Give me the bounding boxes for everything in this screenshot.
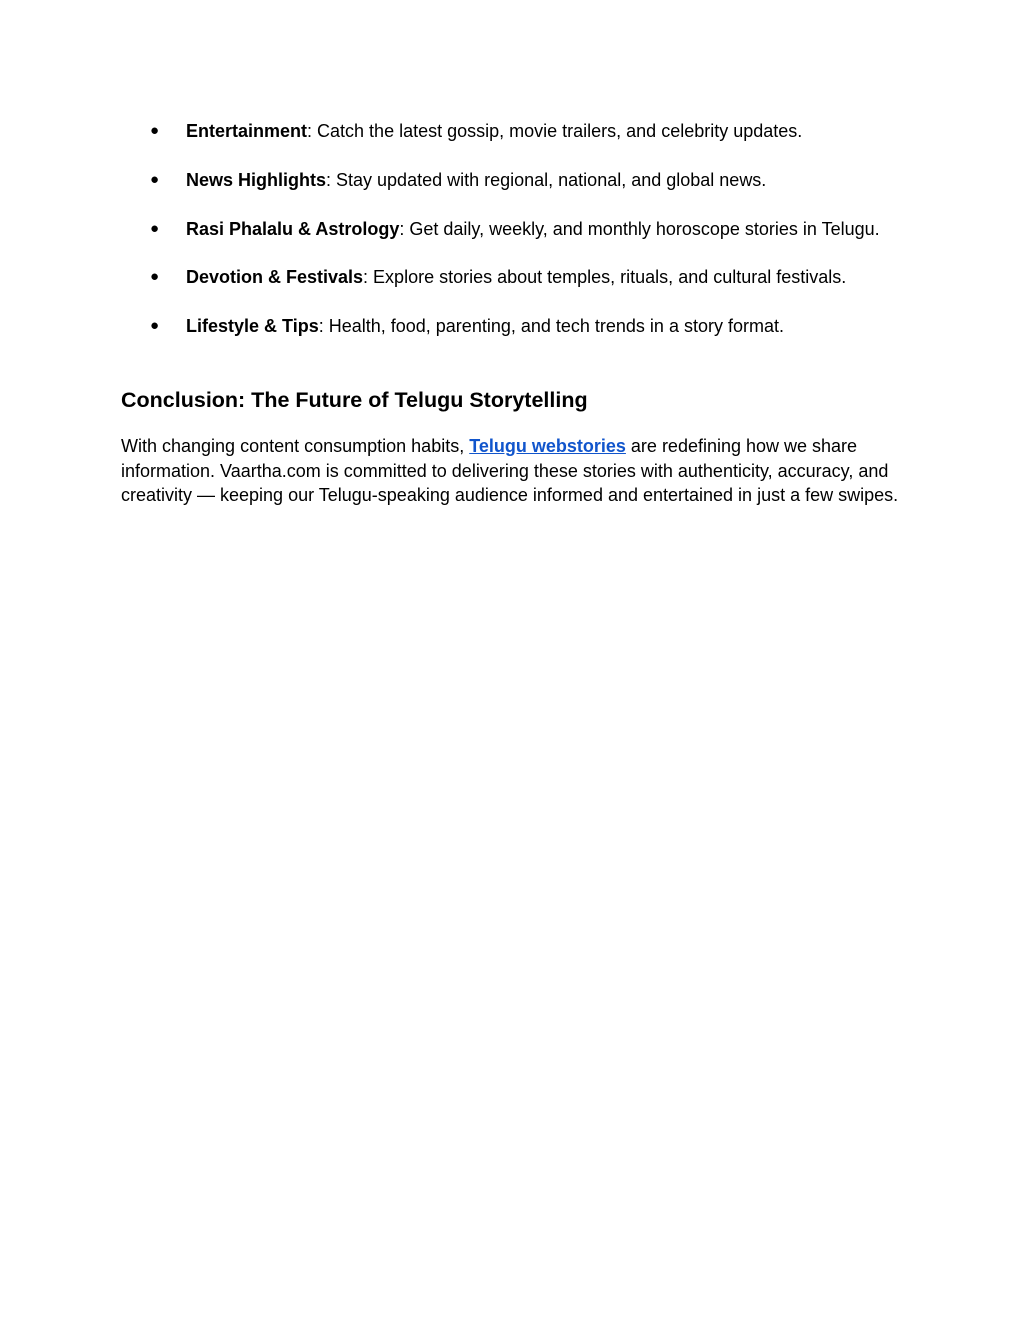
category-list [150, 118, 950, 362]
list-item-text [186, 313, 784, 339]
paragraph-text-before-link: With changing content consumption habits, [121, 436, 470, 456]
list-item-title: Lifestyle & Tips [186, 316, 319, 336]
bullet-icon: ● [150, 317, 160, 334]
list-item-text [186, 118, 802, 144]
bullet-icon: ● [150, 122, 160, 139]
list-item-description: : Stay updated with regional, national, and global news. [326, 169, 767, 190]
list-item-text [186, 264, 846, 290]
list-item-title: Entertainment [186, 121, 308, 141]
list-item [150, 313, 950, 362]
list-item [150, 264, 950, 313]
list-item-description: : Get daily, weekly, and monthly horoscope stories in Telugu. [399, 218, 880, 239]
conclusion-paragraph [121, 434, 911, 508]
list-item-description: : Health, food, parenting, and tech trends in a story format. [318, 316, 784, 336]
list-item-text [186, 216, 880, 242]
telugu-webstories-link[interactable]: Telugu webstories [469, 436, 626, 456]
list-item-text [186, 167, 766, 193]
list-item [150, 216, 950, 265]
list-item-title: News Highlights [186, 169, 327, 190]
bullet-icon: ● [150, 170, 160, 188]
list-item-description: : Catch the latest gossip, movie trailers, and celebrity updates. [307, 121, 803, 141]
bullet-icon: ● [150, 268, 160, 286]
list-item-title: Rasi Phalalu & Astrology [186, 218, 400, 239]
bullet-icon: ● [150, 219, 160, 237]
paragraph-text-after-link: are redefining how we share information. Vaartha.com is committed to delivering these stories with authenticity, accuracy, and creativity — keeping our Telugu-speaking audience informed and entertained in just a few swipes. [121, 436, 899, 505]
list-item [150, 167, 950, 216]
list-item [150, 118, 950, 167]
list-item-description: : Explore stories about temples, rituals, and cultural festivals. [363, 267, 847, 288]
list-item-title: Devotion & Festivals [186, 267, 364, 288]
conclusion-heading: Conclusion: The Future of Telugu Storytelling [121, 388, 588, 412]
